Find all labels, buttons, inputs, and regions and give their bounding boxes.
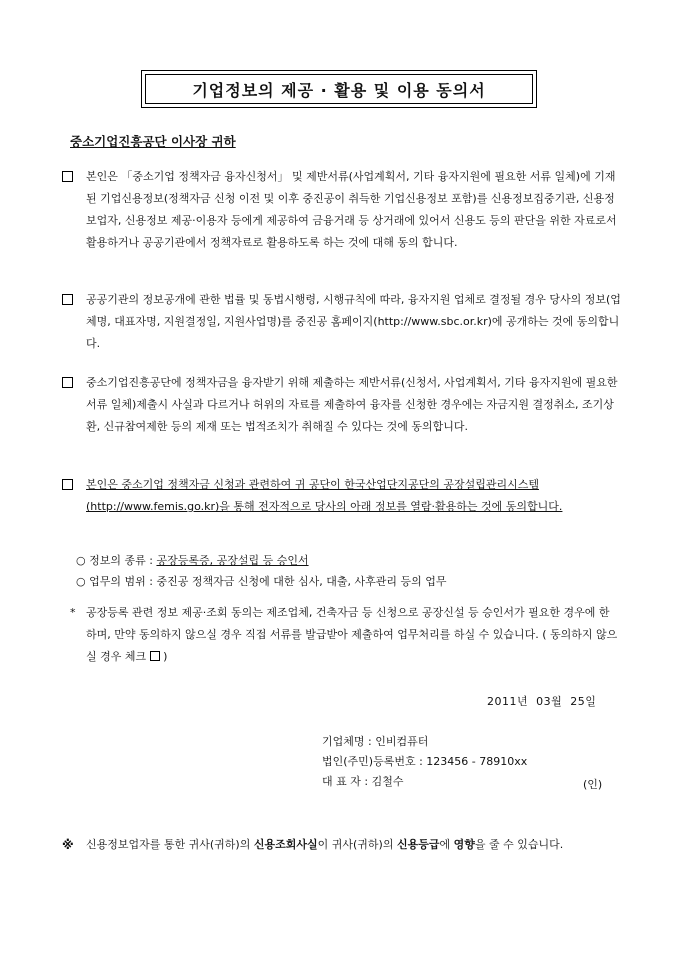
footnote-bold-grade: 신용등급 (396, 838, 440, 851)
date-day: 25일 (570, 695, 597, 708)
consent-checkbox-1[interactable] (62, 171, 73, 182)
date-year: 2011년 (487, 695, 529, 708)
clause-text: 본인은 중소기업 정책자금 신청과 관련하여 귀 공단이 한국산업단지공단의 공장설립관리시스템(http://www.femis.go.kr)을 통해 전자적으로 당사의 아래 정보를 열람·활용하는 것에 동의합니다. (86, 478, 563, 513)
consent-clause-3 (62, 372, 622, 438)
info-label: 정보의 종류 : (89, 554, 153, 567)
credit-inquiry-footnote (62, 834, 622, 856)
factory-info-note (70, 602, 618, 668)
representative-value: 김철수 (371, 775, 404, 788)
info-value: 공장등록증, 공장설립 등 승인서 (156, 554, 309, 567)
bullet-marker: ○ (76, 575, 86, 588)
clause-text: 공공기관의 정보공개에 관한 법률 및 동법시행령, 시행규칙에 따라, 융자지원 업체로 결정될 경우 당사의 정보(업체명, 대표자명, 지원결정일, 지원사업명)를 중진공 홈페이지(http://www.sbc.or.kr)에 공개하는 것에 동의합니다. (86, 293, 621, 350)
representative-label: 대 표 자 : (322, 775, 369, 788)
clause-text: 중소기업진흥공단에 정책자금을 융자받기 위해 제출하는 제반서류(신청서, 사업계획서, 기타 융자지원에 필요한 서류 일체)제출시 사실과 다르거나 허위의 자료를 제출하여 융자를 신청한 경우에는 자금지원 결정취소, 조기상환, 신규참여제한 등의 제재 또는 법적조치가 취해질 수 있다는 것에 동의합니다. (86, 376, 618, 433)
info-value: 중진공 정책자금 신청에 대한 심사, 대출, 사후관리 등의 업무 (156, 575, 447, 588)
document-date (487, 693, 596, 709)
registration-number-line (322, 753, 527, 771)
clause-text: 본인은 「중소기업 정책자금 융자신청서」 및 제반서류(사업계획서, 기타 융자지원에 필요한 서류 일체)에 기재된 기업신용정보(정책자금 신청 이전 및 이후 중진공이 취득한 기업신용정보 포함)를 신용정보집중기관, 신용정보업자, 신용정보 제공·이용자 등에게 제공하여 금융거래 등 상거래에 있어서 신용도 등의 판단을 위한 자료로서 활용하거나 공공기관에서 정책자료로 활용하도록 하는 것에 대해 동의 합니다. (86, 170, 617, 249)
consent-checkbox-2[interactable] (62, 294, 73, 305)
company-name-label: 기업체명 : (322, 735, 372, 748)
seal-mark: (인) (583, 778, 603, 791)
info-item-scope (76, 572, 446, 592)
representative-line (322, 773, 403, 791)
footnote-text-1: 신용정보업자를 통한 귀사(귀하)의 (86, 838, 254, 851)
info-item-type (76, 551, 309, 571)
bullet-marker: ○ (76, 554, 86, 567)
note-suffix: ) (163, 650, 168, 663)
footnote-text-2: 이 귀사(귀하)의 (317, 838, 397, 851)
consent-checkbox-4[interactable] (62, 479, 73, 490)
note-marker: * (70, 606, 76, 619)
registration-number-value: 123456 - 78910xx (426, 755, 528, 768)
non-consent-checkbox[interactable] (150, 651, 160, 661)
document-title: 기업정보의 제공 · 활용 및 이용 동의서 (192, 81, 486, 100)
note-text: 공장등록 관련 정보 제공·조회 동의는 제조업체, 건축자금 등 신청으로 공장신설 등 승인서가 필요한 경우에 한하며, 만약 동의하지 않으실 경우 직접 서류를 발급받아 제출하여 업무처리를 하실 수 있습니다. ( 동의하지 않으실 경우 체크 (86, 606, 618, 663)
info-label: 업무의 범위 : (89, 575, 153, 588)
consent-checkbox-3[interactable] (62, 377, 73, 388)
registration-number-label: 법인(주민)등록번호 : (322, 755, 423, 768)
footnote-text-4: 을 줄 수 있습니다. (474, 838, 564, 851)
document-title-box (145, 74, 533, 104)
consent-clause-1 (62, 166, 622, 254)
consent-clause-2 (62, 289, 622, 355)
consent-clause-4 (62, 474, 622, 518)
company-name-line (322, 733, 428, 751)
footnote-text-3: 에 (439, 838, 454, 851)
company-name-value: 인비컴퓨터 (375, 735, 429, 748)
recipient: 중소기업진흥공단 이사장 귀하 (70, 134, 236, 149)
date-month: 03월 (536, 695, 563, 708)
footnote-bold-impact: 영향 (453, 838, 475, 851)
footnote-bold-inquiry: 신용조회사실 (253, 838, 318, 851)
reference-mark: ※ (62, 838, 74, 852)
